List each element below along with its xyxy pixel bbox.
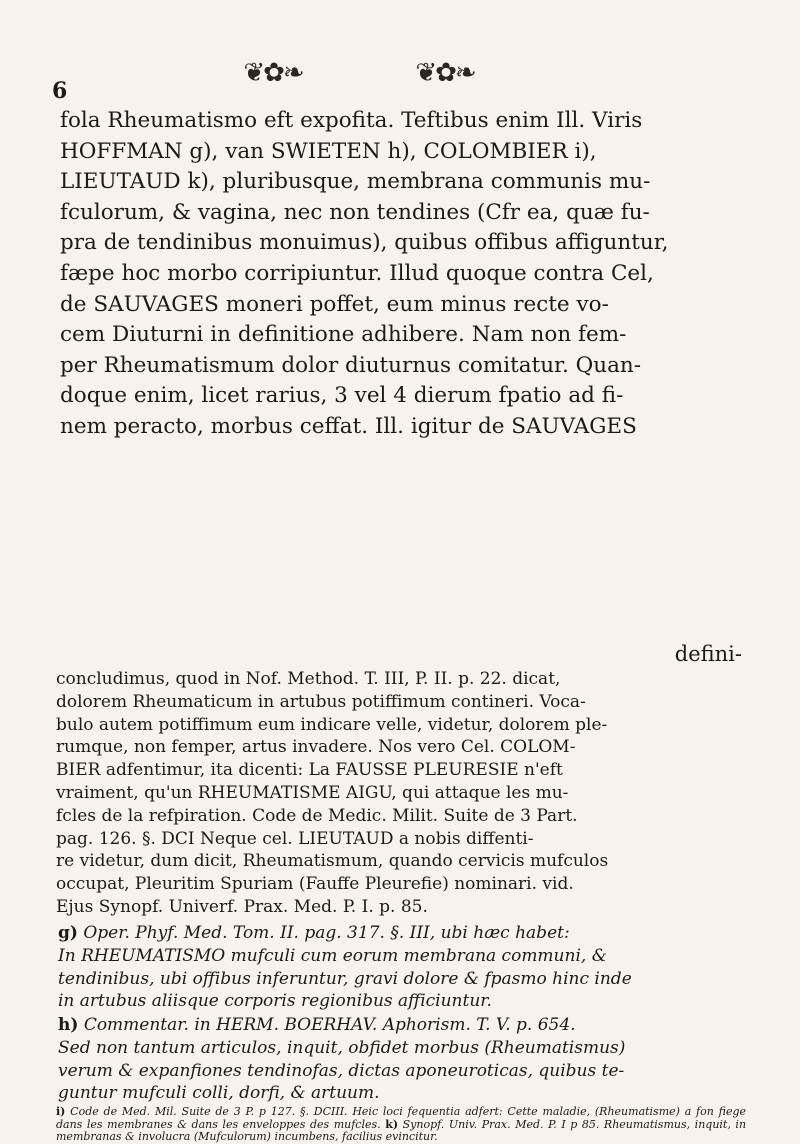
decorative-ornament-right-icon: ❦✿❧ <box>415 58 475 88</box>
footnote-line: Sed non tantum articulos, inquit, obfidet morbus (Rheumatismus) <box>58 1037 626 1058</box>
text-line: LIEUTAUD k), pluribusque, membrana communis mu- <box>60 169 651 195</box>
footnote-line: tendinibus, ubi offibus inferuntur, gravi dolore & fpasmo hinc inde <box>58 968 632 989</box>
footnote-line: in artubus aliisque corporis regionibus afficiuntur. <box>58 991 492 1012</box>
decorative-ornament-left-icon: ❦✿❧ <box>243 58 303 88</box>
footnote-line: in membranas & involucra (Mufculorum) incumbens, facilius <box>56 1117 747 1143</box>
text-line: HOFFMAN g), van SWIETEN h), COLOMBIER i), <box>60 138 597 164</box>
text-line: nem peracto, morbus ceffat. Ill. igitur de SAUVAGES <box>60 413 637 439</box>
text-line: per Rheumatismum dolor diuturnus comitatur. Quan- <box>60 352 642 378</box>
text-line: doque enim, licet rarius, 3 vel 4 dierum fpatio ad fi- <box>60 383 624 409</box>
footnote-mark: h) <box>58 1015 79 1035</box>
footnotes-i-k <box>56 1106 746 1144</box>
footnote-line: dans les membranes & dans les enveloppes des mufcles. <box>56 1117 381 1131</box>
text-line: re videtur, dum dicit, Rheumatismum, quando cervicis mufculos <box>56 851 609 872</box>
text-line: occupat, Pleuritim Spuriam (Fauffe Pleurefie) nominari. vid. <box>56 874 574 895</box>
text-line: fæpe hoc morbo corripiuntur. Illud quoque contra Cel, <box>60 260 654 286</box>
footnote-mark: i) <box>56 1105 66 1118</box>
text-line: pra de tendinibus monuimus), quibus offibus affiguntur, <box>60 230 669 256</box>
footnote-line: Commentar. in HERM. BOERHAV. Aphorism. T. V. p. 654. <box>83 1015 576 1035</box>
footnote-line: verum & expanfiones tendinofas, dictas aponeuroticas, quibus te- <box>58 1060 625 1081</box>
footnote-line: guntur mufculi colli, dorfi, & artuum. <box>58 1083 380 1104</box>
continuation-paragraph <box>56 668 746 919</box>
text-line: pag. 126. §. DCI Neque cel. LIEUTAUD a nobis diffenti- <box>56 828 534 849</box>
text-line: vraiment, qu'un RHEUMATISME AIGU, qui attaque les mu- <box>56 782 569 803</box>
footnote-line: Oper. Phyf. Med. Tom. II. pag. 317. §. III, ubi hæc habet: <box>83 923 570 943</box>
text-line: fcles de la refpiration. Code de Medic. Milit. Suite de 3 Part. <box>56 805 578 826</box>
catchword: defini- <box>674 642 742 666</box>
text-line: dolorem Rheumaticum in artubus potiffimum contineri. Voca- <box>56 691 586 712</box>
text-line: Ejus Synopf. Univerf. Prax. Med. P. I. p. 85. <box>56 896 428 917</box>
text-line: concludimus, quod in Nof. Method. T. III, P. II. p. 22. dicat, <box>56 669 561 689</box>
text-line: fculorum, & vagina, nec non tendines (Cfr ea, quæ fu- <box>60 199 650 225</box>
footnote-line: Code de Med. Mil. Suite de 3 P. p 127. §. DCIII. Heic <box>70 1105 379 1118</box>
footnote-line: Synopf. Univ. Prax. Med. P. I p 85. Rheumatismus, inquit, <box>402 1117 731 1131</box>
text-line: de SAUVAGES moneri poffet, eum minus recte vo- <box>60 291 609 317</box>
footnote-mark: k) <box>385 1117 399 1131</box>
text-line: fola Rheumatismo eft expofita. Teftibus enim Ill. Viris <box>60 108 643 133</box>
footnote-line: loci fequentia adfert: Cette maladie, (Rheumatisme) a fon fiege <box>382 1105 747 1118</box>
text-line: rumque, non femper, artus invadere. Nos vero Cel. COLOM- <box>56 737 576 758</box>
footnote-line: evincitur. <box>385 1130 438 1143</box>
footnote-line: In RHEUMATISMO mufculi cum eorum membrana communi, & <box>58 945 607 966</box>
text-line: BIER adfentimur, ita dicenti: La FAUSSE PLEURESIE n'eft <box>56 760 563 781</box>
main-paragraph <box>60 106 745 443</box>
footnote-g <box>56 922 746 1013</box>
text-line: cem Diuturni in definitione adhibere. Nam non fem- <box>60 322 627 348</box>
text-line: bulo autem potiffimum eum indicare velle, videtur, dolorem ple- <box>56 714 608 735</box>
footnote-mark: g) <box>58 923 78 943</box>
footnote-h <box>56 1014 746 1105</box>
page-number: 6 <box>52 78 68 104</box>
